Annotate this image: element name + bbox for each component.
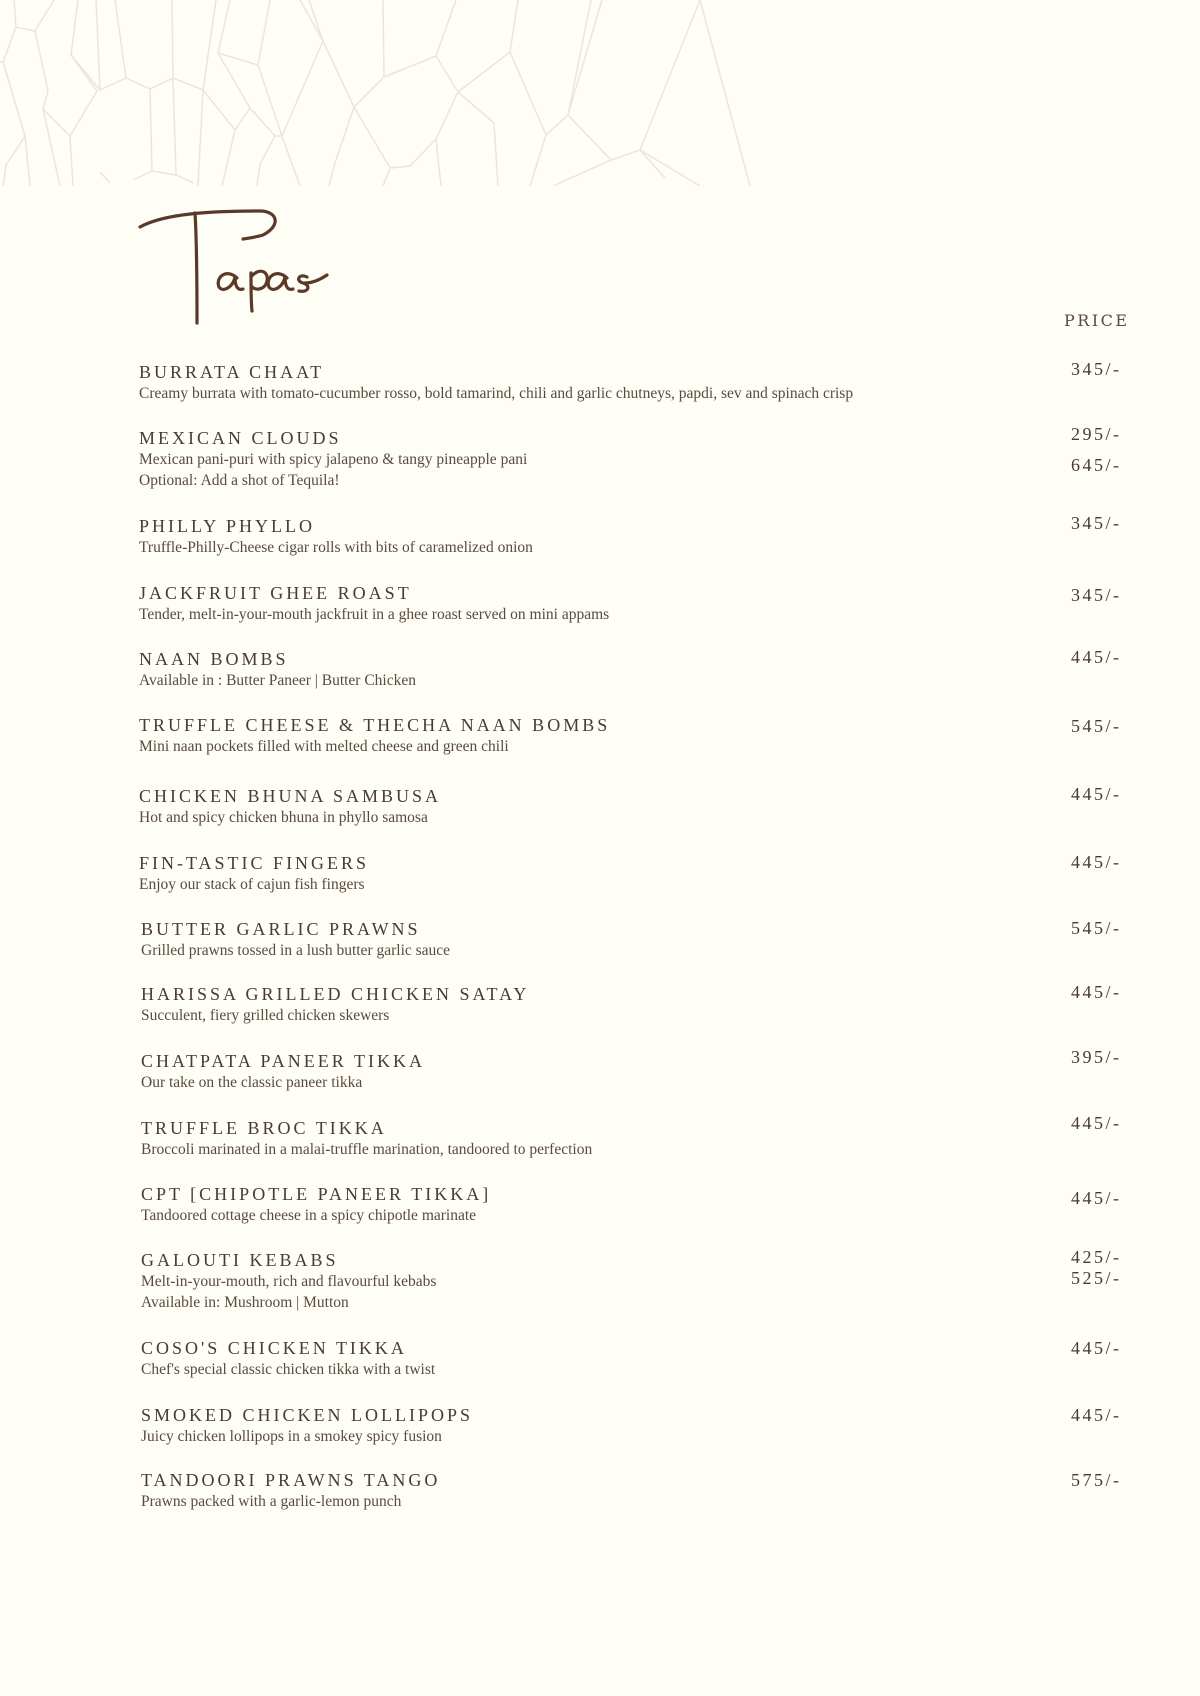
item-name: SMOKED CHICKEN LOLLIPOPS	[141, 1405, 474, 1425]
item-price-mutton: 525/-	[1071, 1268, 1122, 1288]
item-price: 445/-	[1071, 647, 1122, 667]
item-description: Our take on the classic paneer tikka	[141, 1074, 363, 1091]
item-name: MEXICAN CLOUDS	[139, 428, 342, 448]
menu-item	[141, 983, 529, 1026]
menu-item	[141, 918, 450, 961]
item-name: HARISSA GRILLED CHICKEN SATAY	[141, 984, 530, 1004]
item-name: TANDOORI PRAWNS TANGO	[141, 1470, 441, 1490]
item-description: Tender, melt-in-your-mouth jackfruit in a ghee roast served on mini appams	[139, 606, 610, 623]
decorative-pattern	[0, 0, 1200, 186]
item-name: COSO'S CHICKEN TIKKA	[141, 1338, 407, 1358]
item-name: NAAN BOMBS	[139, 649, 289, 669]
menu-item	[139, 785, 441, 828]
menu-item	[141, 1183, 491, 1226]
menu-item	[139, 361, 853, 404]
menu-item	[141, 1337, 435, 1380]
item-note: Available in: Mushroom | Mutton	[141, 1294, 349, 1311]
item-description: Mexican pani-puri with spicy jalapeno & tangy pineapple pani	[139, 451, 528, 468]
item-name: PHILLY PHYLLO	[139, 516, 316, 536]
item-price: 445/-	[1071, 982, 1122, 1002]
menu-item	[139, 582, 609, 625]
item-price: 575/-	[1071, 1470, 1122, 1490]
item-price: 345/-	[1071, 513, 1122, 533]
item-description: Truffle-Philly-Cheese cigar rolls with bits of caramelized onion	[139, 539, 533, 556]
item-price: 545/-	[1071, 918, 1122, 938]
item-name: TRUFFLE BROC TIKKA	[141, 1118, 387, 1138]
item-description: Prawns packed with a garlic-lemon punch	[141, 1493, 402, 1510]
item-description: Mini naan pockets filled with melted cheese and green chili	[139, 738, 509, 755]
item-description: Creamy burrata with tomato-cucumber rosso, bold tamarind, chili and garlic chutneys, papdi, sev and spinach crisp	[139, 385, 854, 402]
price-column-header: PRICE	[1064, 311, 1130, 330]
item-name: CHATPATA PANEER TIKKA	[141, 1051, 425, 1071]
menu-item	[141, 1050, 425, 1093]
menu-item	[139, 714, 610, 757]
item-name: BURRATA CHAAT	[139, 362, 325, 382]
menu-item	[141, 1469, 440, 1512]
item-price-option: 645/-	[1071, 455, 1122, 475]
item-name: BUTTER GARLIC PRAWNS	[141, 919, 421, 939]
item-description: Available in : Butter Paneer | Butter Chicken	[139, 672, 417, 689]
item-description: Grilled prawns tossed in a lush butter garlic sauce	[141, 942, 451, 959]
item-price: 445/-	[1071, 852, 1122, 872]
item-description: Melt-in-your-mouth, rich and flavourful kebabs	[141, 1273, 437, 1290]
item-name: GALOUTI KEBABS	[141, 1250, 339, 1270]
item-price: 445/-	[1071, 1338, 1122, 1358]
menu-item	[141, 1249, 436, 1313]
item-price: 445/-	[1071, 1188, 1122, 1208]
item-price-mushroom: 425/-	[1071, 1247, 1122, 1267]
item-name: FIN-TASTIC FINGERS	[139, 853, 370, 873]
item-description: Broccoli marinated in a malai-truffle marination, tandoored to perfection	[141, 1141, 593, 1158]
item-description: Enjoy our stack of cajun fish fingers	[139, 876, 365, 893]
item-name: CHICKEN BHUNA SAMBUSA	[139, 786, 442, 806]
menu-item	[139, 427, 527, 491]
menu-item	[139, 515, 533, 558]
item-description: Succulent, fiery grilled chicken skewers	[141, 1007, 390, 1024]
item-price: 345/-	[1071, 359, 1122, 379]
menu-item	[141, 1117, 592, 1160]
item-description: Chef's special classic chicken tikka with a twist	[141, 1361, 436, 1378]
item-price: 395/-	[1071, 1047, 1122, 1067]
item-description: Hot and spicy chicken bhuna in phyllo samosa	[139, 809, 428, 826]
item-description: Tandoored cottage cheese in a spicy chipotle marinate	[141, 1207, 477, 1224]
item-description: Juicy chicken lollipops in a smokey spicy fusion	[141, 1428, 442, 1445]
item-price: 295/-	[1071, 424, 1122, 444]
item-price: 545/-	[1071, 716, 1122, 736]
item-price: 345/-	[1071, 585, 1122, 605]
item-name: JACKFRUIT GHEE ROAST	[139, 583, 412, 603]
item-price: 445/-	[1071, 784, 1122, 804]
menu-item	[141, 1404, 473, 1447]
item-name: TRUFFLE CHEESE & THECHA NAAN BOMBS	[139, 715, 611, 735]
menu-item	[139, 852, 369, 895]
item-name: CPT [CHIPOTLE PANEER TIKKA]	[141, 1184, 492, 1204]
item-price: 445/-	[1071, 1405, 1122, 1425]
menu-item	[139, 648, 416, 691]
item-price: 445/-	[1071, 1113, 1122, 1133]
item-note: Optional: Add a shot of Tequila!	[139, 472, 340, 489]
section-title-tapas	[135, 205, 335, 330]
